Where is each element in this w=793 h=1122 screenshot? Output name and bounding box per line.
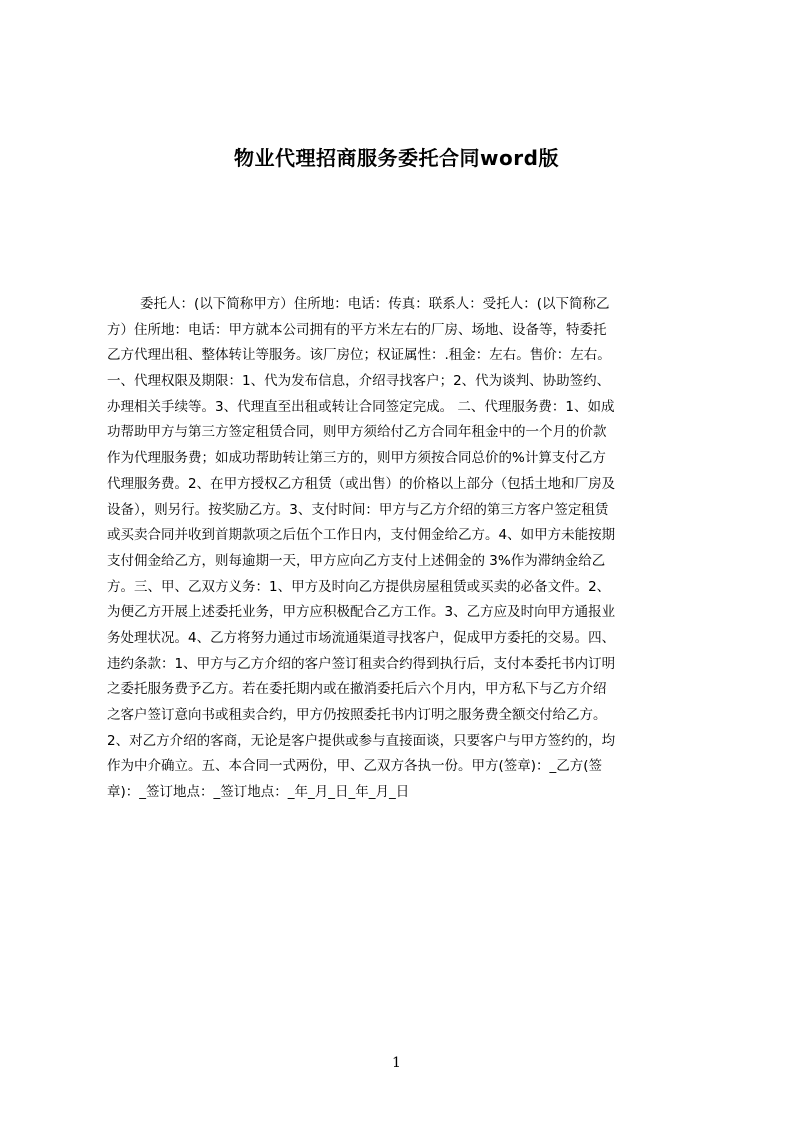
paragraph-line: 作为代理服务费；如成功帮助转让第三方的，则甲方须按合同总价的%计算支付乙方 bbox=[107, 450, 606, 467]
paragraph-line: 之客户签订意向书或租卖合约，甲方仍按照委托书内订明之服务费全额交付给乙方。 bbox=[107, 707, 607, 723]
paragraph-line: 方。三、甲、乙双方义务：1、甲方及时向乙方提供房屋租赁或买卖的必备文件。2、 bbox=[107, 578, 611, 595]
paragraph-line: 委托人：(以下简称甲方）住所地：电话：传真：联系人：受托人：(以下简称乙 bbox=[140, 296, 610, 312]
paragraph-line: 之委托服务费予乙方。若在委托期内或在撤消委托后六个月内，甲方私下与乙方介绍 bbox=[107, 681, 607, 698]
paragraph-line: 一、代理权限及期限：1、代为发布信息，介绍寻找客户；2、代为谈判、协助签约、 bbox=[107, 373, 611, 390]
paragraph-line: 章)：_签订地点：_签订地点：_年_月_日_年_月_日 bbox=[107, 784, 410, 801]
contract-body bbox=[107, 292, 699, 832]
paragraph-line: 办理相关手续等。3、代理直至出租或转让合同签定完成。 二、代理服务费：1、如成 bbox=[107, 398, 615, 415]
paragraph-line: 违约条款：1、甲方与乙方介绍的客户签订租卖合约得到执行后，支付本委托书内订明 bbox=[107, 655, 616, 672]
paragraph-line: 为便乙方开展上述委托业务，甲方应积极配合乙方工作。3、乙方应及时向甲方通报业 bbox=[107, 604, 616, 621]
page-number: 1 bbox=[392, 1055, 401, 1071]
page-title: 物业代理招商服务委托合同word版 bbox=[234, 146, 559, 170]
paragraph-line: 乙方代理出租、整体转让等服务。该厂房位；权证属性：.租金：左右。售价：左右。 bbox=[107, 347, 611, 364]
paragraph-line: 代理服务费。2、在甲方授权乙方租赁（或出售）的价格以上部分（包括土地和厂房及 bbox=[107, 475, 616, 492]
paragraph-line: 2、对乙方介绍的客商，无论是客户提供或参与直接面谈，只要客户与甲方签约的，均 bbox=[107, 732, 616, 749]
paragraph-line: 或买卖合同并收到首期款项之后伍个工作日内，支付佣金给乙方。4、如甲方未能按期 bbox=[107, 527, 616, 544]
paragraph-line: 支付佣金给乙方，则每逾期一天，甲方应向乙方支付上述佣金的 3%作为滞纳金给乙 bbox=[107, 552, 606, 569]
paragraph-line: 作为中介确立。五、本合同一式两份，甲、乙双方各执一份。甲方(签章)：_乙方(签 bbox=[107, 758, 603, 775]
paragraph-line: 设备），则另行。按奖励乙方。3、支付时间：甲方与乙方介绍的第三方客户签定租赁 bbox=[107, 501, 609, 518]
paragraph-line: 务处理状况。4、乙方将努力通过市场流通渠道寻找客户，促成甲方委托的交易。四、 bbox=[107, 629, 616, 646]
paragraph-line: 功帮助甲方与第三方签定租赁合同，则甲方须给付乙方合同年租金中的一个月的价款 bbox=[107, 424, 607, 441]
paragraph-line: 方）住所地：电话：甲方就本公司拥有的平方米左右的厂房、场地、设备等，特委托 bbox=[107, 321, 607, 338]
